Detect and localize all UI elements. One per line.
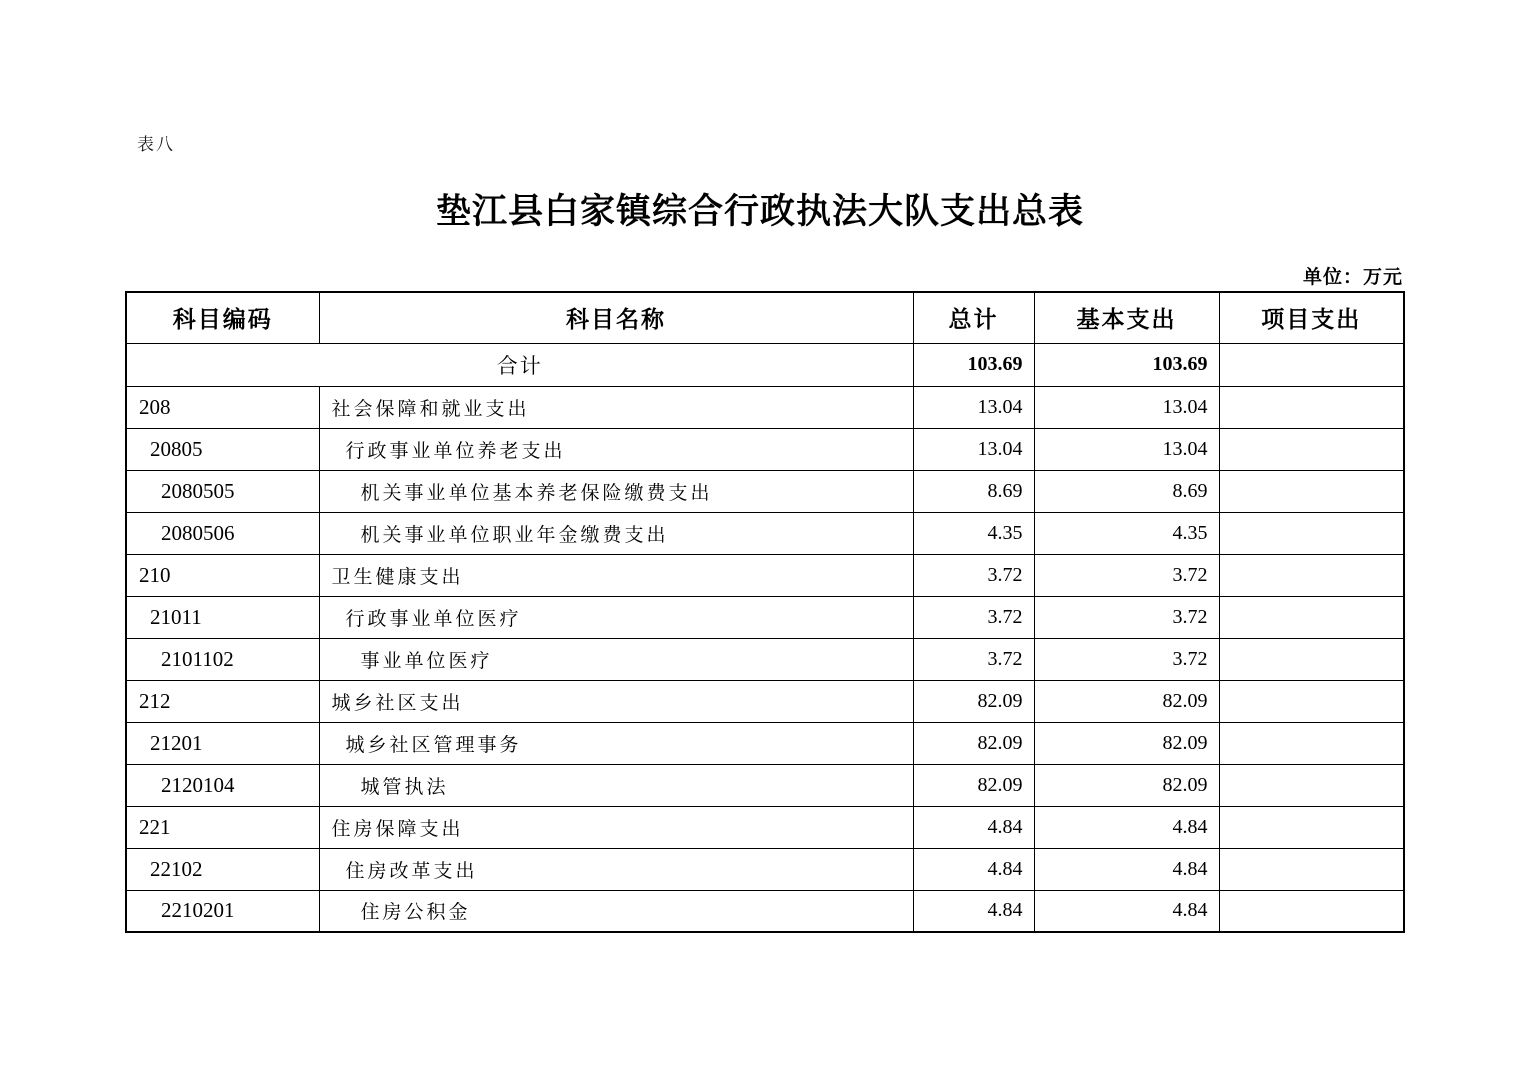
subject-name-cell: 城乡社区管理事务 <box>319 722 913 764</box>
total-value-cell: 3.72 <box>913 638 1034 680</box>
basic-value-cell: 82.09 <box>1034 764 1219 806</box>
col-header-project: 项目支出 <box>1219 292 1404 343</box>
table-row <box>126 596 1404 638</box>
basic-value-cell: 8.69 <box>1034 470 1219 512</box>
subject-code-cell: 20805 <box>126 428 319 470</box>
basic-value-cell: 4.84 <box>1034 890 1219 932</box>
basic-value-cell: 82.09 <box>1034 722 1219 764</box>
subject-name-cell: 住房保障支出 <box>319 806 913 848</box>
project-value-cell <box>1219 512 1404 554</box>
basic-value-cell: 3.72 <box>1034 638 1219 680</box>
table-row <box>126 428 1404 470</box>
basic-value-cell: 4.84 <box>1034 806 1219 848</box>
subject-name-cell: 机关事业单位职业年金缴费支出 <box>319 512 913 554</box>
subject-code-cell: 221 <box>126 806 319 848</box>
basic-value-cell: 3.72 <box>1034 554 1219 596</box>
table-row <box>126 722 1404 764</box>
table-row <box>126 554 1404 596</box>
basic-value-cell: 13.04 <box>1034 428 1219 470</box>
table-row <box>126 806 1404 848</box>
subject-code-cell: 21011 <box>126 596 319 638</box>
project-value-cell <box>1219 722 1404 764</box>
subject-code-cell: 212 <box>126 680 319 722</box>
subject-code-cell: 2210201 <box>126 890 319 932</box>
total-value-cell: 3.72 <box>913 554 1034 596</box>
total-value-cell: 4.84 <box>913 806 1034 848</box>
subject-code-cell: 2080505 <box>126 470 319 512</box>
header-row <box>126 292 1404 343</box>
table-row <box>126 512 1404 554</box>
subject-code-cell: 208 <box>126 386 319 428</box>
table-row <box>126 848 1404 890</box>
total-value-cell: 4.35 <box>913 512 1034 554</box>
grand-total-row <box>126 343 1404 386</box>
grand-total-project-cell <box>1219 343 1404 386</box>
subject-name-cell: 城乡社区支出 <box>319 680 913 722</box>
table-row <box>126 764 1404 806</box>
total-value-cell: 13.04 <box>913 428 1034 470</box>
subject-code-cell: 2101102 <box>126 638 319 680</box>
grand-total-basic-cell: 103.69 <box>1034 343 1219 386</box>
col-header-subject-code: 科目编码 <box>126 292 319 343</box>
grand-total-name-cell: 合计 <box>126 343 913 386</box>
subject-name-cell: 社会保障和就业支出 <box>319 386 913 428</box>
grand-total-total-cell: 103.69 <box>913 343 1034 386</box>
unit-note: 单位：万元 <box>1302 267 1403 288</box>
project-value-cell <box>1219 386 1404 428</box>
project-value-cell <box>1219 554 1404 596</box>
project-value-cell <box>1219 596 1404 638</box>
expense-table <box>125 291 1405 933</box>
subject-code-cell: 2120104 <box>126 764 319 806</box>
total-value-cell: 82.09 <box>913 764 1034 806</box>
project-value-cell <box>1219 470 1404 512</box>
basic-value-cell: 4.35 <box>1034 512 1219 554</box>
col-header-total: 总计 <box>913 292 1034 343</box>
subject-name-cell: 行政事业单位养老支出 <box>319 428 913 470</box>
subject-name-cell: 住房改革支出 <box>319 848 913 890</box>
total-value-cell: 8.69 <box>913 470 1034 512</box>
subject-code-cell: 2080506 <box>126 512 319 554</box>
subject-code-cell: 210 <box>126 554 319 596</box>
total-value-cell: 3.72 <box>913 596 1034 638</box>
total-value-cell: 4.84 <box>913 848 1034 890</box>
subject-name-cell: 行政事业单位医疗 <box>319 596 913 638</box>
total-value-cell: 4.84 <box>913 890 1034 932</box>
project-value-cell <box>1219 680 1404 722</box>
total-value-cell: 13.04 <box>913 386 1034 428</box>
subject-code-cell: 22102 <box>126 848 319 890</box>
project-value-cell <box>1219 764 1404 806</box>
total-value-cell: 82.09 <box>913 722 1034 764</box>
subject-name-cell: 机关事业单位基本养老保险缴费支出 <box>319 470 913 512</box>
basic-value-cell: 4.84 <box>1034 848 1219 890</box>
subject-name-cell: 住房公积金 <box>319 890 913 932</box>
project-value-cell <box>1219 890 1404 932</box>
table-number-label: 表八 <box>137 135 175 154</box>
col-header-basic: 基本支出 <box>1034 292 1219 343</box>
col-header-subject-name: 科目名称 <box>319 292 913 343</box>
project-value-cell <box>1219 638 1404 680</box>
project-value-cell <box>1219 428 1404 470</box>
subject-name-cell: 卫生健康支出 <box>319 554 913 596</box>
table-row <box>126 470 1404 512</box>
total-value-cell: 82.09 <box>913 680 1034 722</box>
table-row <box>126 386 1404 428</box>
subject-name-cell: 事业单位医疗 <box>319 638 913 680</box>
table-row <box>126 680 1404 722</box>
table-row <box>126 638 1404 680</box>
project-value-cell <box>1219 806 1404 848</box>
basic-value-cell: 82.09 <box>1034 680 1219 722</box>
basic-value-cell: 13.04 <box>1034 386 1219 428</box>
table-row <box>126 890 1404 932</box>
subject-code-cell: 21201 <box>126 722 319 764</box>
subject-name-cell: 城管执法 <box>319 764 913 806</box>
basic-value-cell: 3.72 <box>1034 596 1219 638</box>
page-title: 垫江县白家镇综合行政执法大队支出总表 <box>435 192 1084 231</box>
project-value-cell <box>1219 848 1404 890</box>
